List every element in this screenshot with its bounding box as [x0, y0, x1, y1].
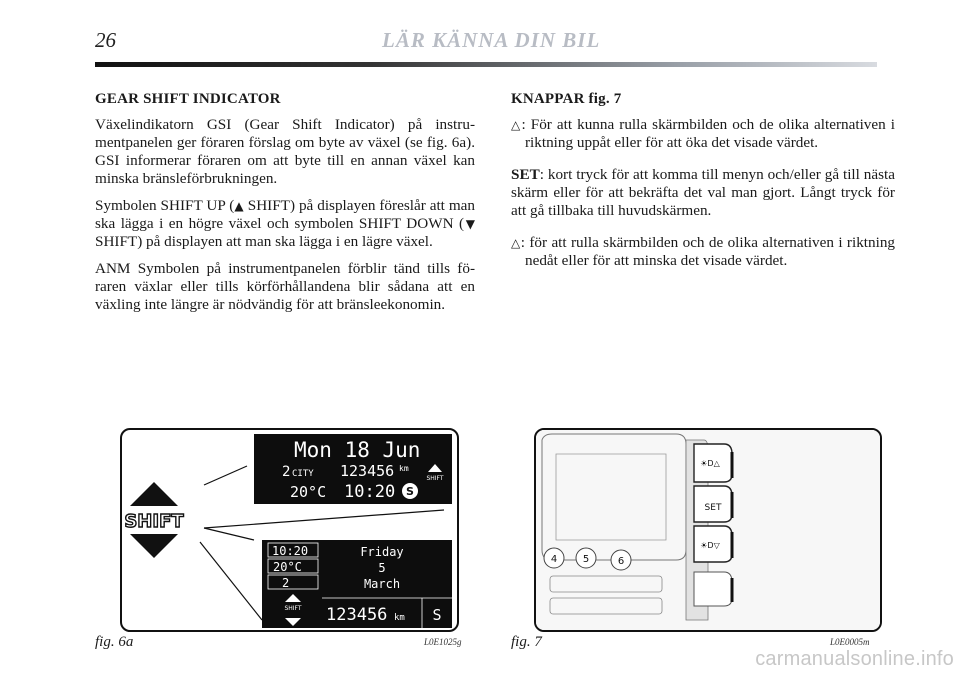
- figure-code-7: L0E0005m: [830, 637, 870, 647]
- left-column: [95, 90, 475, 323]
- shift-label: SHIFT: [124, 511, 184, 532]
- up-button-symbol: ☀D△: [700, 459, 720, 468]
- figure-7: [534, 428, 882, 632]
- display-odometer: 123456: [340, 462, 395, 480]
- bottom-shift: SHIFT: [284, 605, 302, 612]
- buttons-heading: KNAPPAR fig. 7: [511, 91, 622, 107]
- svg-text:S: S: [406, 485, 414, 498]
- down-button-symbol: ☀D▽: [700, 541, 720, 550]
- watermark: carmanualsonline.info: [755, 648, 954, 670]
- page-title: LÄR KÄNNA DIN BIL: [382, 28, 601, 52]
- gsi-heading: GEAR SHIFT INDICATOR: [95, 91, 281, 107]
- display-gear: 2: [282, 464, 291, 480]
- display-shift: SHIFT: [426, 475, 444, 482]
- bottom-odometer: 123456: [326, 605, 388, 625]
- down-button-description: △: för att rulla skärmbilden och de olika alternativen i riktning nedåt eller för att minska det visade värdet.: [511, 234, 896, 269]
- bottom-date-num: 5: [378, 561, 386, 575]
- svg-text:6: 6: [617, 556, 625, 567]
- triangle-outline-up-icon: △: [511, 118, 522, 132]
- display-km: km: [399, 464, 409, 473]
- svg-text:5: 5: [582, 554, 590, 565]
- triangle-outline-up-icon: △: [511, 236, 521, 250]
- fig7-up-button[interactable]: [694, 444, 732, 482]
- up-button-description: △: För att kunna rulla skärmbilden och de olika alternativen i riktning uppåt eller för att öka det visade värdet.: [511, 116, 895, 151]
- caption-fig-7: fig. 7: [511, 634, 542, 650]
- triangle-up-icon: ▲: [234, 199, 244, 213]
- display-temp: 20°C: [290, 483, 327, 501]
- gsi-paragraph-3: ANM Symbolen på instrumentpanelen förblir tänd tills föraren växlar eller tills körförhållandena blir sådana att en växling inte längre är nödvändig för att bränsleekonomin.: [95, 260, 475, 313]
- set-button-description: SET: kort tryck för att komma till menyn och/eller gå till nästa skärm eller för att bekräfta det val man gjort. Långt tryck för att gå tillbaka till huvudskärmen.: [511, 166, 895, 219]
- gsi-paragraph-1: Växelindikatorn GSI (Gear Shift Indicator) på instrumentpanelen ger föraren förslag om byte av växel (se fig. 6a). GSI informerar föraren om att byte till en annan växel kan minska bränsleförbrukningen.: [95, 116, 475, 187]
- header-rule: [95, 62, 877, 67]
- display-date: Mon 18 Jun: [294, 438, 421, 462]
- bottom-s: S: [432, 606, 442, 624]
- bottom-gear: 2: [282, 576, 290, 590]
- fig7-set-button[interactable]: [694, 486, 732, 522]
- triangle-down-icon: ▼: [464, 217, 475, 231]
- figure-6a: [120, 428, 459, 632]
- bottom-month: March: [363, 577, 401, 591]
- shift-up-arrow-icon: [130, 482, 178, 506]
- round-button-4[interactable]: [544, 548, 564, 568]
- fig7-down-button[interactable]: [694, 526, 732, 562]
- figure-code-6a: L0E1025g: [424, 637, 462, 647]
- bottom-time: 10:20: [272, 544, 309, 558]
- svg-text:4: 4: [550, 554, 558, 565]
- bottom-km: km: [394, 613, 405, 623]
- gsi-paragraph-2: Symbolen SHIFT UP (▲ SHIFT) på displayen föreslår att man ska lägga i en högre växel och symbolen SHIFT DOWN (▼ SHIFT) på displayen att man ska lägga i en lägre växel.: [95, 197, 475, 250]
- display-time: 10:20: [344, 482, 396, 502]
- shift-down-arrow-icon: [130, 534, 178, 558]
- round-button-5[interactable]: [576, 548, 596, 568]
- display-city: CITY: [292, 469, 314, 479]
- right-column: [511, 90, 895, 279]
- svg-text:SET: SET: [704, 503, 722, 513]
- caption-fig-6a: fig. 6a: [95, 634, 134, 650]
- page-number: 26: [95, 28, 116, 52]
- bottom-temp: 20°C: [273, 560, 302, 574]
- round-button-6[interactable]: [611, 550, 631, 570]
- bottom-day: Friday: [360, 545, 404, 559]
